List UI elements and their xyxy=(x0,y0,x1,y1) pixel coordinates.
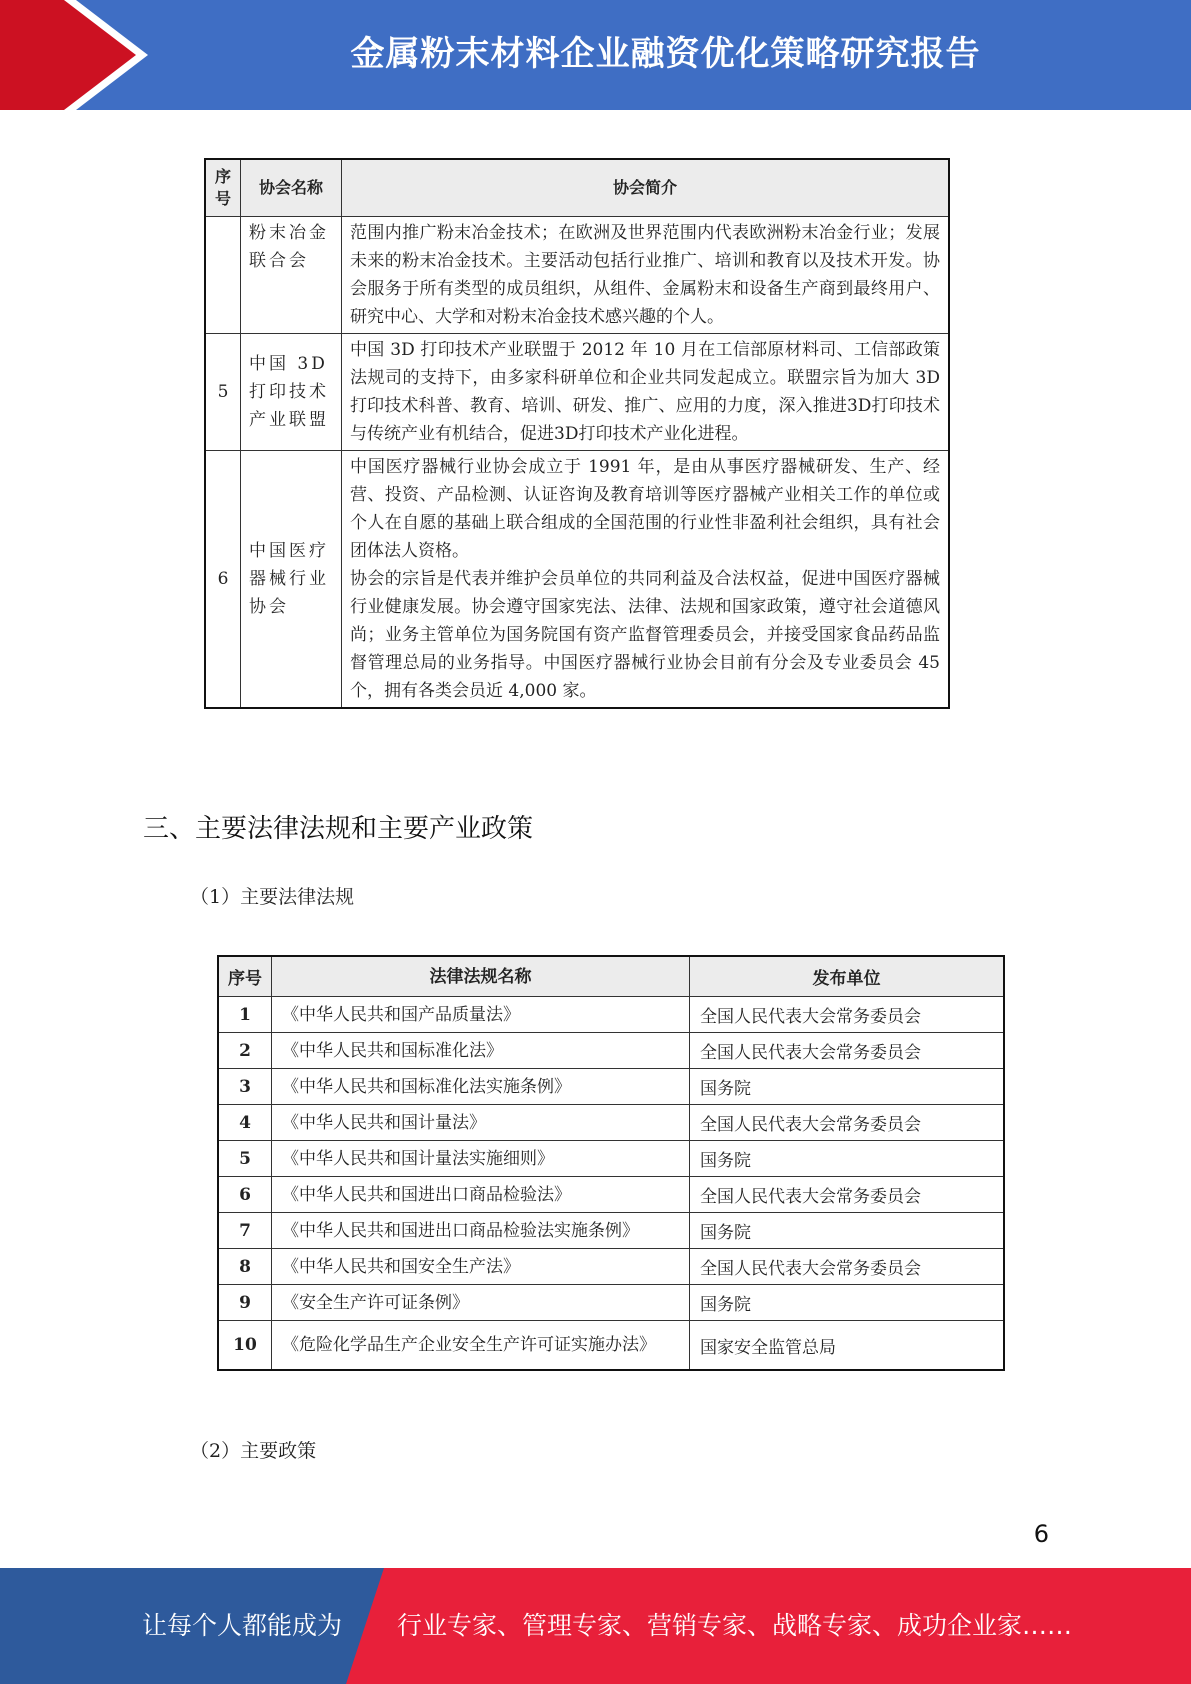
row-no xyxy=(205,217,241,334)
table-row xyxy=(205,451,949,709)
row-no: 7 xyxy=(218,1213,272,1249)
row-no: 1 xyxy=(218,997,272,1033)
table-row xyxy=(205,217,949,334)
row-publisher: 国务院 xyxy=(690,1285,1005,1321)
law-table xyxy=(217,955,1005,1371)
row-desc-cell xyxy=(342,451,950,709)
column-header-no: 序号 xyxy=(205,159,241,217)
table-row xyxy=(218,1105,1004,1141)
row-law-name: 《中华人民共和国进出口商品检验法》 xyxy=(272,1177,690,1213)
row-publisher: 全国人民代表大会常务委员会 xyxy=(690,1105,1005,1141)
row-law-name: 《中华人民共和国进出口商品检验法实施条例》 xyxy=(272,1213,690,1249)
row-publisher: 国务院 xyxy=(690,1213,1005,1249)
row-no: 2 xyxy=(218,1033,272,1069)
table-row xyxy=(205,334,949,451)
table-row xyxy=(218,1141,1004,1177)
row-publisher: 国务院 xyxy=(690,1069,1005,1105)
subsection-policies: （2）主要政策 xyxy=(190,1440,317,1462)
row-desc: 中国医疗器械行业协会成立于 1991 年，是由从事医疗器械研发、生产、经营、投资、产品检测、认证咨询及教育培训等医疗器械产业相关工作的单位或个人在自愿的基础上联合组成的全国范围的行业性非盈利社会组织，具有社会团体法人资格。 xyxy=(350,457,940,561)
column-header-publisher: 发布单位 xyxy=(690,956,1005,997)
header-band xyxy=(0,0,1191,110)
row-no: 8 xyxy=(218,1249,272,1285)
association-table xyxy=(204,158,950,709)
row-law-name: 《中华人民共和国标准化法实施条例》 xyxy=(272,1069,690,1105)
column-header-no: 序号 xyxy=(218,956,272,997)
table-row xyxy=(218,1321,1004,1371)
column-header-desc: 协会简介 xyxy=(342,159,950,217)
table-row xyxy=(218,1069,1004,1105)
row-publisher: 全国人民代表大会常务委员会 xyxy=(690,1177,1005,1213)
row-desc-2: 协会的宗旨是代表并维护会员单位的共同利益及合法权益，促进中国医疗器械行业健康发展。协会遵守国家宪法、法律、法规和国家政策，遵守社会道德风尚；业务主管单位为国务院国有资产监督管理委员会，并接受国家食品药品监督管理总局的业务指导。中国医疗器械行业协会目前有分会及专业委员会 45 个，拥有各类会员近 4,000 家。 xyxy=(350,569,940,701)
row-law-name: 《危险化学品生产企业安全生产许可证实施办法》 xyxy=(272,1321,690,1371)
row-name: 粉末冶金联合会 xyxy=(241,217,342,334)
row-law-name: 《中华人民共和国计量法实施细则》 xyxy=(272,1141,690,1177)
red-arrow-decoration xyxy=(0,0,160,110)
table-row xyxy=(218,1033,1004,1069)
row-publisher: 国务院 xyxy=(690,1141,1005,1177)
row-no: 6 xyxy=(205,451,241,709)
subsection-laws: （1）主要法律法规 xyxy=(190,886,355,908)
table-header-row xyxy=(205,159,949,217)
column-header-name: 协会名称 xyxy=(241,159,342,217)
row-no: 5 xyxy=(218,1141,272,1177)
table-row xyxy=(218,1249,1004,1285)
row-law-name: 《中华人民共和国标准化法》 xyxy=(272,1033,690,1069)
row-no: 5 xyxy=(205,334,241,451)
row-law-name: 《中华人民共和国计量法》 xyxy=(272,1105,690,1141)
report-title: 金属粉末材料企业融资优化策略研究报告 xyxy=(350,34,981,74)
row-no: 10 xyxy=(218,1321,272,1371)
row-publisher: 全国人民代表大会常务委员会 xyxy=(690,1033,1005,1069)
table-row xyxy=(218,1177,1004,1213)
footer-slogan-left: 让每个人都能成为 xyxy=(142,1611,343,1640)
row-law-name: 《中华人民共和国安全生产法》 xyxy=(272,1249,690,1285)
page-number: 6 xyxy=(1033,1520,1049,1548)
row-desc: 范围内推广粉末冶金技术；在欧洲及世界范围内代表欧洲粉末冶金行业；发展未来的粉末冶金技术。主要活动包括行业推广、培训和教育以及技术开发。协会服务于所有类型的成员组织，从组件、金属粉末和设备生产商到最终用户、研究中心、大学和对粉末冶金技术感兴趣的个人。 xyxy=(342,217,950,334)
footer-slogan-right: 行业专家、管理专家、营销专家、战略专家、成功企业家…… xyxy=(397,1611,1073,1640)
column-header-name: 法律法规名称 xyxy=(272,956,690,997)
row-law-name: 《中华人民共和国产品质量法》 xyxy=(272,997,690,1033)
row-no: 4 xyxy=(218,1105,272,1141)
row-no: 9 xyxy=(218,1285,272,1321)
row-no: 6 xyxy=(218,1177,272,1213)
row-no: 3 xyxy=(218,1069,272,1105)
row-desc: 中国 3D 打印技术产业联盟于 2012 年 10 月在工信部原材料司、工信部政策法规司的支持下，由多家科研单位和企业共同发起成立。联盟宗旨为加大 3D 打印技术科普、教育、培训、研发、推广、应用的力度，深入推进3D打印技术与传统产业有机结合，促进3D打印技术产业化进程。 xyxy=(342,334,950,451)
footer-band xyxy=(0,1568,1191,1684)
row-name: 中国医疗器械行业协会 xyxy=(241,451,342,709)
row-publisher: 全国人民代表大会常务委员会 xyxy=(690,1249,1005,1285)
table-row xyxy=(218,1213,1004,1249)
table-row xyxy=(218,1285,1004,1321)
row-publisher: 国家安全监管总局 xyxy=(690,1321,1005,1371)
table-row xyxy=(218,997,1004,1033)
table-header-row xyxy=(218,956,1004,997)
row-law-name: 《安全生产许可证条例》 xyxy=(272,1285,690,1321)
row-name: 中国 3D 打印技术产业联盟 xyxy=(241,334,342,451)
row-publisher: 全国人民代表大会常务委员会 xyxy=(690,997,1005,1033)
section-title: 三、主要法律法规和主要产业政策 xyxy=(143,814,534,844)
